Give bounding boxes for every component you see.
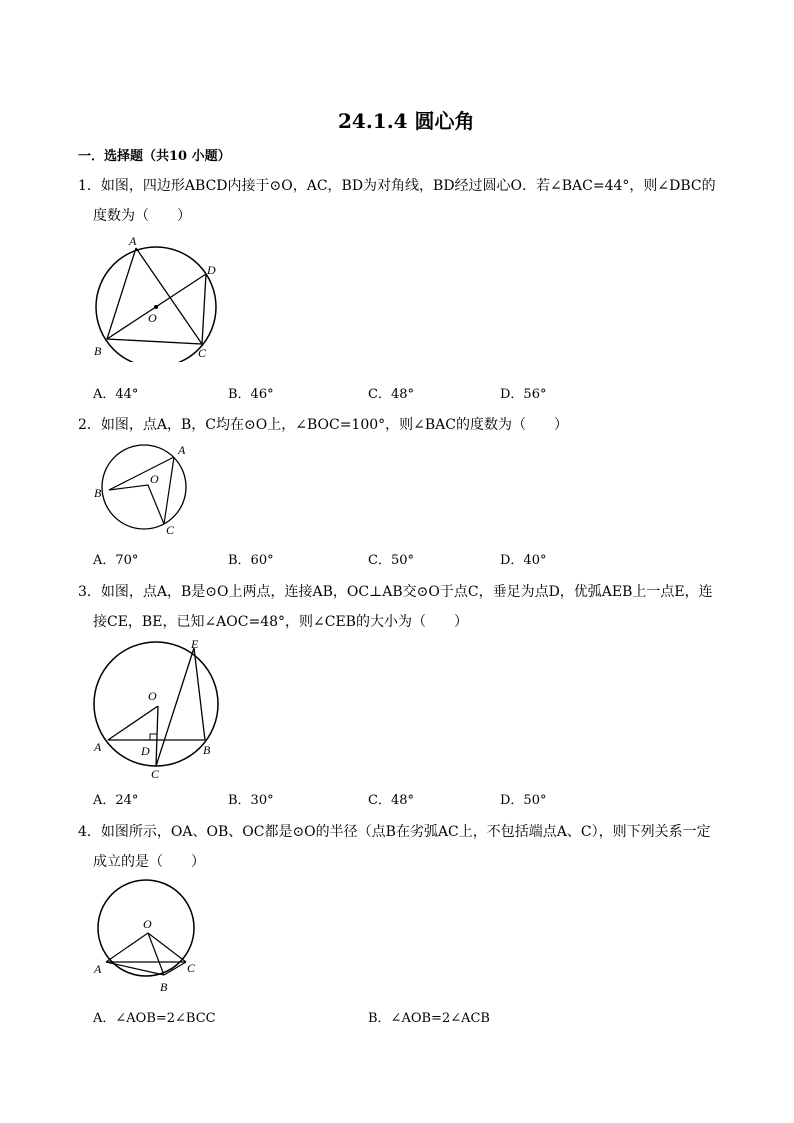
- q3-label-o: O: [148, 689, 157, 703]
- question-4-line-2: 成立的是（ ）: [93, 854, 205, 870]
- q3-label-e: E: [191, 637, 199, 651]
- question-1-figure: [88, 232, 228, 362]
- q3-option-d[interactable]: D．50°: [500, 793, 547, 808]
- q4-label-a: A: [94, 962, 102, 976]
- q1-label-b: B: [94, 344, 102, 358]
- question-3-line-2: 接CE，BE，已知∠AOC=48°，则∠CEB的大小为（ ）: [93, 614, 468, 630]
- q3-label-c: C: [151, 767, 160, 781]
- q3-option-c[interactable]: C．48°: [368, 793, 414, 808]
- q1-label-c: C: [198, 346, 207, 360]
- q3-label-b: B: [203, 743, 211, 757]
- page-title: 24.1.4 圆心角: [338, 109, 475, 133]
- q4-option-b[interactable]: B．∠AOB=2∠ACB: [368, 1011, 490, 1026]
- q1-option-d[interactable]: D．56°: [500, 387, 547, 402]
- q2-option-c[interactable]: C．50°: [368, 553, 414, 568]
- question-2-line-1: 2．如图，点A，B，C均在⊙O上，∠BOC=100°，则∠BAC的度数为（ ）: [78, 417, 568, 433]
- question-1-line-1: 1．如图，四边形ABCD内接于⊙O，AC，BD为对角线，BD经过圆心O．若∠BAC=44°，则∠DBC的: [78, 178, 716, 194]
- q2-option-a[interactable]: A．70°: [93, 553, 139, 568]
- q4-label-b: B: [160, 980, 168, 994]
- q1-option-c[interactable]: C．48°: [368, 387, 414, 402]
- q2-option-d[interactable]: D．40°: [500, 553, 547, 568]
- q1-label-o: O: [148, 311, 157, 325]
- q2-label-o: O: [150, 472, 159, 486]
- q3-label-d: D: [141, 744, 150, 758]
- q4-label-c: C: [187, 961, 196, 975]
- q4-option-a[interactable]: A．∠AOB=2∠BCC: [93, 1011, 216, 1026]
- question-3-line-1: 3．如图，点A，B是⊙O上两点，连接AB，OC⊥AB交⊙O于点C，垂足为点D，优弧AEB上一点E，连: [78, 584, 713, 600]
- q2-option-b[interactable]: B．60°: [228, 553, 274, 568]
- q3-option-b[interactable]: B．30°: [228, 793, 274, 808]
- q4-label-o: O: [143, 917, 152, 931]
- q3-label-a: A: [94, 740, 102, 754]
- q1-option-a[interactable]: A．44°: [93, 387, 139, 402]
- q2-label-a: A: [178, 443, 186, 457]
- q2-label-b: B: [94, 486, 102, 500]
- question-3-figure: [88, 636, 228, 782]
- question-4-line-1: 4．如图所示，OA、OB、OC都是⊙O的半径（点B在劣弧AC上，不包括端点A、C），则下列关系一定: [78, 824, 711, 840]
- q1-label-d: D: [207, 263, 216, 277]
- question-2-figure: [88, 440, 198, 538]
- q1-label-a: A: [129, 234, 137, 248]
- q1-option-b[interactable]: B．46°: [228, 387, 274, 402]
- q3-option-a[interactable]: A．24°: [93, 793, 139, 808]
- question-4-figure: [88, 878, 208, 996]
- question-1-line-2: 度数为（ ）: [93, 208, 191, 224]
- q2-label-c: C: [166, 523, 175, 537]
- section-heading: 一．选择题（共10 小题）: [78, 149, 231, 164]
